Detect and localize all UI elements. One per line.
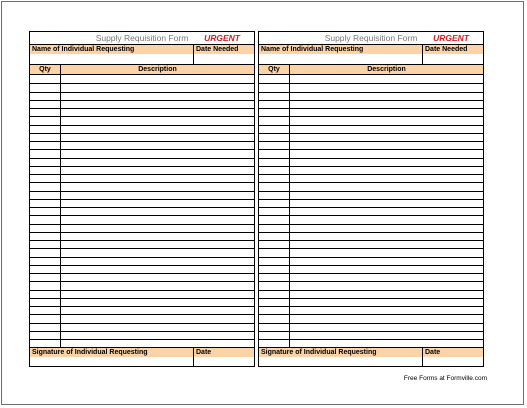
- name-date-value-row: [259, 54, 483, 65]
- signature-value-row: [259, 357, 483, 367]
- signature-label: Signature of Individual Requesting: [30, 348, 193, 357]
- item-line: [30, 306, 254, 307]
- item-line: [30, 133, 254, 134]
- item-line: [259, 83, 483, 84]
- date-needed-field[interactable]: [422, 54, 483, 64]
- item-line: [259, 182, 483, 183]
- item-line: [259, 257, 483, 258]
- form-title: Supply Requisition Form: [95, 33, 189, 43]
- qty-column-divider: [60, 65, 61, 347]
- item-line: [259, 273, 483, 274]
- supply-requisition-form-right: [258, 31, 484, 367]
- name-date-header-row: [259, 44, 483, 54]
- item-line: [259, 100, 483, 101]
- item-line: [259, 240, 483, 241]
- name-date-value-row: [30, 54, 254, 65]
- item-line: [30, 273, 254, 274]
- item-line: [259, 116, 483, 117]
- item-column-header-row: [259, 65, 483, 75]
- item-line: [30, 290, 254, 291]
- item-line: [259, 232, 483, 233]
- item-line: [259, 133, 483, 134]
- item-line: [30, 191, 254, 192]
- signature-field[interactable]: [30, 357, 193, 367]
- item-line: [259, 108, 483, 109]
- item-line: [259, 149, 483, 150]
- signature-field[interactable]: [259, 357, 422, 367]
- description-column-header: Description: [60, 65, 254, 74]
- item-line: [30, 125, 254, 126]
- item-line: [30, 166, 254, 167]
- item-line: [30, 141, 254, 142]
- signature-header-row: [259, 347, 483, 357]
- item-line: [30, 281, 254, 282]
- urgent-label: URGENT: [204, 33, 240, 43]
- item-line: [259, 199, 483, 200]
- item-line: [259, 339, 483, 340]
- urgent-label: URGENT: [433, 33, 469, 43]
- item-column-header-row: [30, 65, 254, 75]
- item-lines[interactable]: [30, 75, 254, 347]
- item-line: [30, 265, 254, 266]
- item-line: [259, 191, 483, 192]
- item-line: [30, 257, 254, 258]
- item-line: [30, 248, 254, 249]
- signature-label: Signature of Individual Requesting: [259, 348, 422, 357]
- item-line: [259, 174, 483, 175]
- item-line: [30, 83, 254, 84]
- item-line: [259, 92, 483, 93]
- form-title-row: [259, 32, 483, 44]
- item-line: [30, 215, 254, 216]
- signature-value-row: [30, 357, 254, 367]
- item-line: [259, 125, 483, 126]
- name-requesting-label: Name of Individual Requesting: [259, 45, 422, 54]
- form-title-row: [30, 32, 254, 44]
- item-line: [30, 174, 254, 175]
- name-date-header-row: [30, 44, 254, 54]
- qty-column-header: Qty: [30, 65, 60, 74]
- item-line: [30, 331, 254, 332]
- item-line: [259, 306, 483, 307]
- item-line: [259, 331, 483, 332]
- item-line: [30, 92, 254, 93]
- name-requesting-label: Name of Individual Requesting: [30, 45, 193, 54]
- name-requesting-field[interactable]: [30, 54, 193, 64]
- name-requesting-field[interactable]: [259, 54, 422, 64]
- item-lines[interactable]: [259, 75, 483, 347]
- supply-requisition-form-left: [29, 31, 255, 367]
- item-line: [30, 232, 254, 233]
- item-line: [259, 265, 483, 266]
- item-line: [30, 182, 254, 183]
- item-line: [30, 199, 254, 200]
- item-line: [259, 248, 483, 249]
- date-needed-label: Date Needed: [422, 45, 483, 54]
- date-label: Date: [422, 348, 483, 357]
- item-line: [259, 141, 483, 142]
- item-line: [30, 116, 254, 117]
- item-line: [30, 100, 254, 101]
- item-line: [30, 108, 254, 109]
- item-line: [259, 207, 483, 208]
- item-line: [30, 323, 254, 324]
- item-line: [259, 166, 483, 167]
- item-line: [30, 207, 254, 208]
- item-line: [259, 323, 483, 324]
- item-line: [259, 281, 483, 282]
- item-line: [259, 215, 483, 216]
- date-needed-label: Date Needed: [193, 45, 254, 54]
- date-needed-field[interactable]: [193, 54, 254, 64]
- item-line: [30, 298, 254, 299]
- item-line: [30, 224, 254, 225]
- item-line: [30, 149, 254, 150]
- description-column-header: Description: [289, 65, 483, 74]
- signature-header-row: [30, 347, 254, 357]
- item-line: [259, 290, 483, 291]
- item-line: [30, 339, 254, 340]
- item-line: [30, 240, 254, 241]
- item-line: [259, 314, 483, 315]
- date-label: Date: [193, 348, 254, 357]
- item-line: [30, 314, 254, 315]
- footer-credit: Free Forms at Formville.com: [403, 375, 487, 382]
- item-line: [259, 224, 483, 225]
- date-field[interactable]: [193, 357, 254, 367]
- form-title: Supply Requisition Form: [324, 33, 418, 43]
- date-field[interactable]: [422, 357, 483, 367]
- qty-column-header: Qty: [259, 65, 289, 74]
- item-line: [30, 158, 254, 159]
- item-line: [259, 298, 483, 299]
- qty-column-divider: [289, 65, 290, 347]
- item-line: [259, 158, 483, 159]
